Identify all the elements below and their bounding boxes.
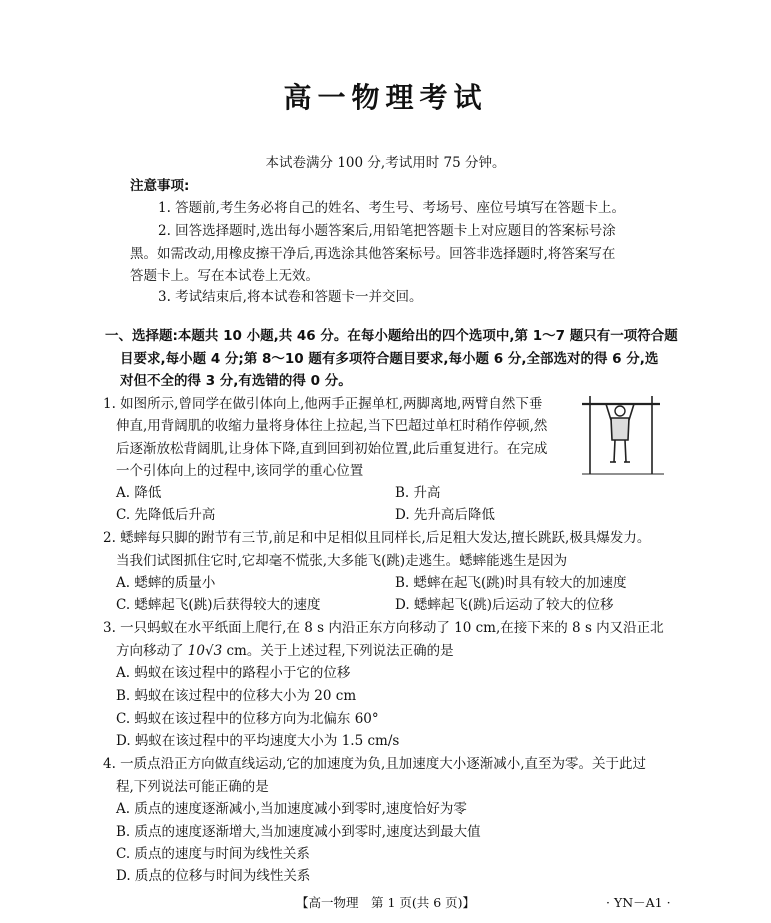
option-d: D. 质点的位移与时间为线性关系 xyxy=(116,868,311,884)
option-d: D. 蚂蚁在该过程中的平均速度大小为 1.5 cm/s xyxy=(116,733,400,749)
option-c: C. 蚂蚁在该过程中的位移方向为北偏东 60° xyxy=(116,711,379,727)
option-c: C. 质点的速度与时间为线性关系 xyxy=(116,846,310,862)
stem-text: cm。关于上述过程,下列说法正确的是 xyxy=(222,643,454,659)
question-1-stem: 1. 如图所示,曾同学在做引体向上,他两手正握单杠,两脚离地,两臂自然下垂 xyxy=(103,396,543,412)
exam-intro: 本试卷满分 100 分,考试用时 75 分钟。 xyxy=(265,155,506,171)
exam-code: · YN－A1 · xyxy=(606,895,671,910)
option-c: C. 蟋蟀起飞(跳)后获得较大的速度 xyxy=(116,597,321,613)
option-a: A. 质点的速度逐渐减小,当加速度减小到零时,速度恰好为零 xyxy=(116,801,467,817)
pull-up-figure xyxy=(578,390,668,476)
option-c: C. 先降低后升高 xyxy=(116,507,216,523)
question-2-stem: 2. 蟋蟀每只脚的跗节有三节,前足和中足相似且同样长,后足粗大发达,擅长跳跃,极具爆发力。 xyxy=(103,530,651,546)
stem-text: 方向移动了 xyxy=(116,643,188,659)
notes-heading: 注意事项: xyxy=(130,178,190,194)
note-line: 黑。如需改动,用橡皮擦干净后,再选涂其他答案标号。回答非选择题时,将答案写在 xyxy=(130,246,616,262)
note-line: 3. 考试结束后,将本试卷和答题卡一并交回。 xyxy=(158,289,423,305)
page-title: 高一物理考试 xyxy=(283,81,488,114)
option-d: D. 蟋蟀起飞(跳)后运动了较大的位移 xyxy=(395,597,614,613)
option-b: B. 蚂蚁在该过程中的位移大小为 20 cm xyxy=(116,688,357,704)
question-4-stem: 4. 一质点沿正方向做直线运动,它的加速度为负,且加速度大小逐渐减小,直至为零。关于此过 xyxy=(103,756,647,772)
torso xyxy=(611,418,629,440)
question-1-stem: 一个引体向上的过程中,该同学的重心位置 xyxy=(116,463,364,479)
question-1-stem: 后逐渐放松背阔肌,让身体下降,直到回到初始位置,此后重复进行。在完成 xyxy=(116,441,548,457)
question-4-stem: 程,下列说法可能正确的是 xyxy=(116,779,269,795)
section-heading-line: 对但不全的得 3 分,有选错的得 0 分。 xyxy=(120,373,352,389)
option-a: A. 降低 xyxy=(116,485,162,501)
option-a: A. 蚂蚁在该过程中的路程小于它的位移 xyxy=(116,665,351,681)
head xyxy=(615,406,625,416)
option-b: B. 蟋蟀在起飞(跳)时具有较大的加速度 xyxy=(395,575,627,591)
question-2-stem: 当我们试图抓住它时,它却毫不慌张,大多能飞(跳)走逃生。蟋蟀能逃生是因为 xyxy=(116,553,568,569)
option-d: D. 先升高后降低 xyxy=(395,507,495,523)
left-leg xyxy=(614,440,615,462)
math-expression: 10√3 xyxy=(187,643,223,659)
option-b: B. 升高 xyxy=(395,485,441,501)
note-line: 2. 回答选择题时,选出每小题答案后,用铅笔把答题卡上对应题目的答案标号涂 xyxy=(158,223,616,239)
note-line: 1. 答题前,考生务必将自己的姓名、考生号、考场号、座位号填写在答题卡上。 xyxy=(158,200,625,216)
option-b: B. 质点的速度逐渐增大,当加速度减小到零时,速度达到最大值 xyxy=(116,824,481,840)
section-heading: 一、选择题:本题共 10 小题,共 46 分。在每小题给出的四个选项中,第 1～7 题只有一项符合题 xyxy=(105,328,678,344)
question-1-stem: 伸直,用背阔肌的收缩力量将身体往上拉起,当下巴超过单杠时稍作停顿,然 xyxy=(116,418,548,434)
section-heading-line: 目要求,每小题 4 分;第 8～10 题有多项符合题目要求,每小题 6 分,全部选对的得 6 分,选 xyxy=(120,351,659,367)
page-footer: 【高一物理 第 1 页(共 6 页)】 xyxy=(295,895,476,910)
option-a: A. 蟋蟀的质量小 xyxy=(116,575,216,591)
note-line: 答题卡上。写在本试卷上无效。 xyxy=(130,268,319,284)
question-3-stem xyxy=(116,639,454,659)
question-3-stem: 3. 一只蚂蚁在水平纸面上爬行,在 8 s 内沿正东方向移动了 10 cm,在接下来的 8 s 内又沿正北 xyxy=(103,620,664,636)
right-leg xyxy=(625,440,626,462)
